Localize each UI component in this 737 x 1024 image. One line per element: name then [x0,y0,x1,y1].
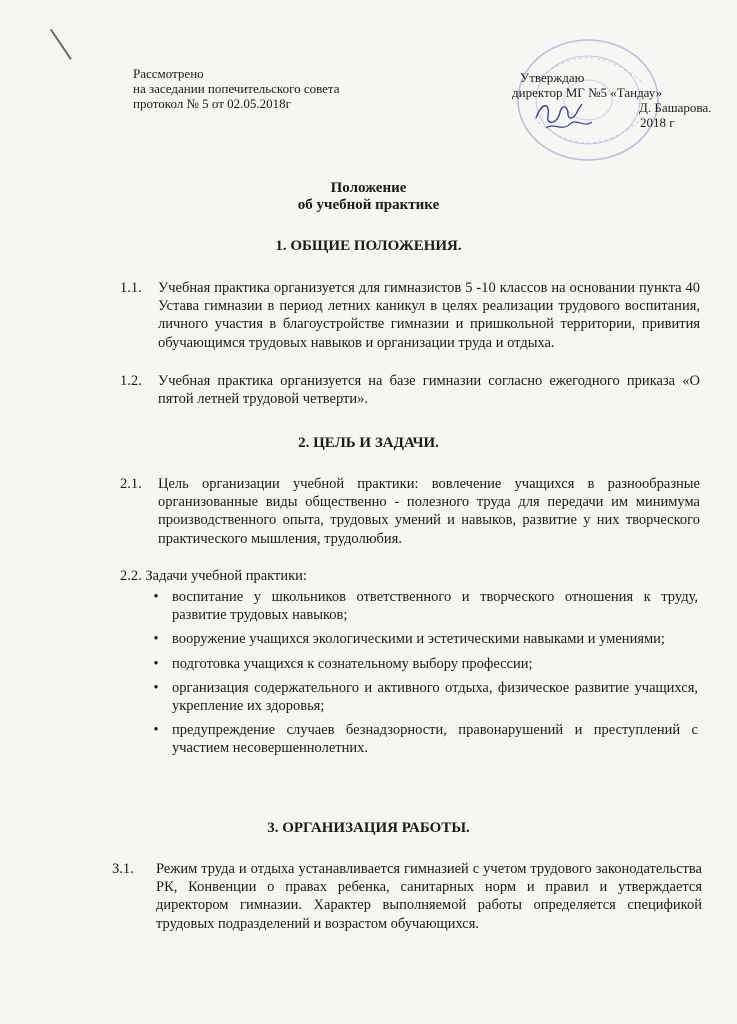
section-2-heading: 2. ЦЕЛЬ И ЗАДАЧИ. [298,435,439,451]
clause-1-1 [120,279,700,352]
approval-line-2: директор МГ №5 «Тандау» [512,85,663,100]
signature-icon [532,98,602,132]
review-line-1: Рассмотрено [133,66,204,81]
clause-number: 3.1. [112,861,134,877]
bullet-icon: • [153,679,159,696]
review-line-3: протокол № 5 от 02.05.2018г [133,96,292,111]
clause-text: Задачи учебной практики: [145,568,307,584]
clause-number: 1.1. [120,280,142,296]
list-item [150,721,698,757]
list-item-text: подготовка учащихся к сознательному выбору профессии; [172,655,533,672]
approval-line-4: 2018 г [640,115,675,130]
list-item [150,655,698,673]
review-line-2: на заседании попечительского совета [133,81,340,96]
clause-text: Цель организации учебной практики: вовлечение учащихся в разнообразные организованные виды общественно - полезного труда для передачи им минимума производственного опыта, трудовых умений и навыков, развитие у них творческого практического мышления, трудолюбия. [158,476,700,547]
list-item [150,630,698,648]
approval-line-1: Утверждаю [520,70,585,85]
list-item-text: предупреждение случаев безнадзорности, правонарушений и преступлений с участием несовершеннолетних. [172,722,698,757]
clause-2-1 [120,475,700,548]
clause-number: 2.2. [120,568,142,584]
bullet-icon: • [153,655,159,672]
list-item [150,679,698,715]
bullet-icon: • [153,631,159,648]
review-block [133,66,340,111]
document-subtitle: об учебной практике [297,197,440,213]
bullet-icon: • [153,722,159,739]
bullet-icon: • [153,589,159,605]
list-item [150,588,698,624]
section-3-heading: 3. ОРГАНИЗАЦИЯ РАБОТЫ. [267,820,470,836]
section-1-heading: 1. ОБЩИЕ ПОЛОЖЕНИЯ. [275,238,462,254]
clause-3-1 [112,860,702,933]
clause-number: 2.1. [120,476,142,492]
clause-2-2 [120,568,307,585]
list-item-text: вооружение учащихся экологическими и эстетическими навыками и умениями; [172,631,665,648]
tasks-list [150,588,698,764]
clause-text: Режим труда и отдыха устанавливается гимназией с учетом трудового законодательства РК, Конвенции о правах ребенка, санитарных норм и правил и утверждается директором гимназии. Характер выполняемой работы определяется спецификой трудовых подразделений и возрастом обучающихся. [156,861,702,932]
clause-text: Учебная практика организуется на базе гимназии согласно ежегодного приказа «О пятой летней трудовой четверти». [158,373,700,408]
clause-number: 1.2. [120,373,142,389]
document-title: Положение [330,180,407,196]
list-item-text: воспитание у школьников ответственного и творческого отношения к труду, развитие трудовых навыков; [172,589,698,624]
approval-line-3: Д. Башарова. [639,100,712,115]
scan-mark [50,29,72,60]
clause-text: Учебная практика организуется для гимназистов 5 -10 классов на основании пункта 40 Устава гимназии в период летних каникул в целях реализации трудового воспитания, личного участия в благоустройстве гимназии и пришкольной территории, привития обучающимся трудовых навыков и организации труда и отдыха. [158,280,700,351]
list-item-text: организация содержательного и активного отдыха, физическое развитие учащихся, укрепление их здоровья; [172,679,698,715]
clause-1-2 [120,372,700,408]
